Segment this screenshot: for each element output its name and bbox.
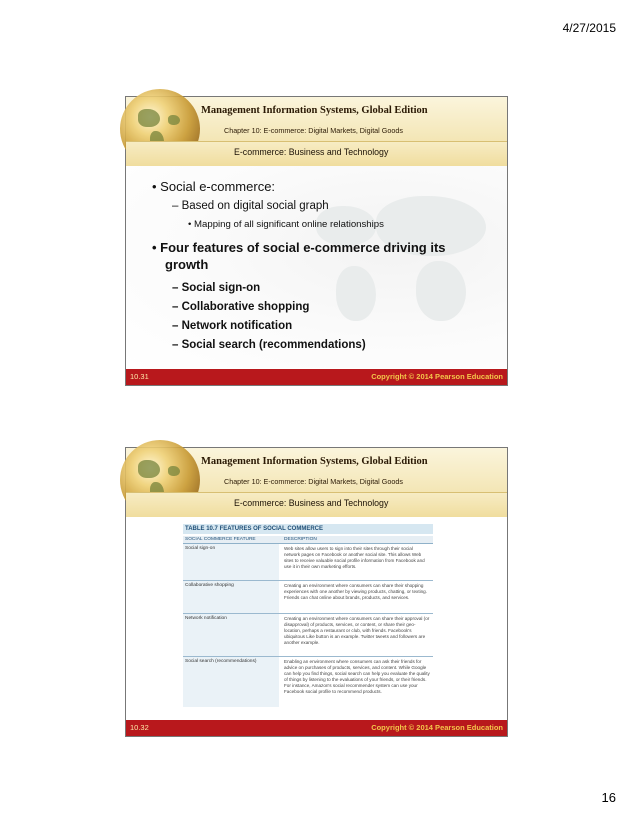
bullet-2-cont — [165, 256, 208, 273]
slide-header — [126, 97, 507, 166]
description-cell: Creating an environment where consumers can share their approval (or disapproval) of products, services, or content, or share their geo-location, perhaps a restaurant or club, with friends. Facebook's ubiquitous Like button is an example. Twitter tweets and followers are another example. — [284, 616, 430, 645]
feature-cell — [183, 657, 279, 707]
feature-item-text: Social search (recommendations) — [181, 339, 366, 351]
column-header-description: DESCRIPTION — [284, 537, 317, 542]
feature-label: Network notification — [185, 616, 227, 621]
slide-10-32 — [125, 447, 508, 737]
table-row — [183, 581, 433, 614]
course-title: Management Information Systems, Global Edition — [201, 456, 428, 467]
course-title: Management Information Systems, Global Edition — [201, 105, 428, 116]
sub-bullet-text: Based on digital social graph — [181, 200, 329, 212]
slide-footer — [126, 369, 507, 385]
copyright: Copyright © 2014 Pearson Education — [371, 372, 503, 381]
slide-footer — [126, 720, 507, 736]
feature-item: – Collaborative shopping — [172, 301, 310, 313]
feature-cell — [183, 614, 279, 656]
description-cell: Creating an environment where consumers can share their shopping experiences with one another by viewing products, chatting, or texting. Friends can chat online about brands, products, and services. — [284, 583, 427, 600]
feature-item-text: Collaborative shopping — [181, 301, 310, 313]
feature-item: – Social search (recommendations) — [172, 339, 366, 351]
feature-label: Collaborative shopping — [185, 583, 234, 588]
world-map-shape — [336, 266, 376, 321]
table-row — [183, 657, 433, 707]
table-header — [183, 536, 433, 544]
world-map-shape — [416, 261, 466, 321]
subsub-bullet: • Mapping of all significant online relationships — [188, 219, 384, 230]
feature-cell — [183, 581, 279, 613]
features-table — [183, 524, 433, 707]
page-number: 16 — [601, 790, 616, 805]
feature-item-text: Network notification — [181, 320, 293, 332]
chapter-title: Chapter 10: E-commerce: Digital Markets, Digital Goods — [224, 126, 403, 135]
bullet-1-text: Social e-commerce: — [160, 179, 276, 194]
feature-item: – Network notification — [172, 320, 293, 332]
table-row — [183, 544, 433, 581]
feature-cell — [183, 544, 279, 580]
description-cell: Enabling an environment where consumers can ask their friends for advice on purchases of products, services, and content. While Google can help you find things, social search can help you evaluate the quality of things by listening to the evaluations of your friends, or their friends. For instance, Amazon's social recommender system can use your Facebook social profile to recommend products. — [284, 659, 430, 694]
feature-item: – Social sign-on — [172, 282, 261, 294]
bullet-2-line-1: Four features of social e-commerce driving its — [160, 240, 446, 255]
sub-bullet: – Based on digital social graph — [172, 200, 329, 212]
subsub-bullet-text: Mapping of all significant online relationships — [194, 219, 384, 230]
table-title: TABLE 10.7 FEATURES OF SOCIAL COMMERCE — [183, 524, 433, 534]
slide-body — [126, 166, 507, 368]
slide-10-31 — [125, 96, 508, 386]
table-row — [183, 614, 433, 657]
page-date: 4/27/2015 — [562, 21, 616, 35]
bullet-1: • Social e-commerce: — [152, 179, 276, 194]
slide-header — [126, 448, 507, 517]
description-cell: Web sites allow users to sign into their sites through their social network pages on Facebook or another social site. This allows Web sites to receive valuable social profile information from Facebook and use it in their own marketing efforts. — [284, 546, 425, 569]
bullet-2-line-2: growth — [165, 257, 209, 272]
slide-number: 10.31 — [130, 372, 149, 381]
bullet-2: • Four features of social e-commerce driving its — [152, 240, 446, 255]
feature-label: Social search (recommendations) — [185, 659, 257, 664]
section-title: E-commerce: Business and Technology — [234, 498, 389, 508]
feature-item-text: Social sign-on — [181, 282, 261, 294]
slide-body — [126, 517, 507, 719]
feature-label: Social sign-on — [185, 546, 216, 551]
copyright: Copyright © 2014 Pearson Education — [371, 723, 503, 732]
chapter-title: Chapter 10: E-commerce: Digital Markets, Digital Goods — [224, 477, 403, 486]
column-header-feature: SOCIAL COMMERCE FEATURE — [185, 537, 256, 542]
section-title: E-commerce: Business and Technology — [234, 147, 389, 157]
slide-number: 10.32 — [130, 723, 149, 732]
